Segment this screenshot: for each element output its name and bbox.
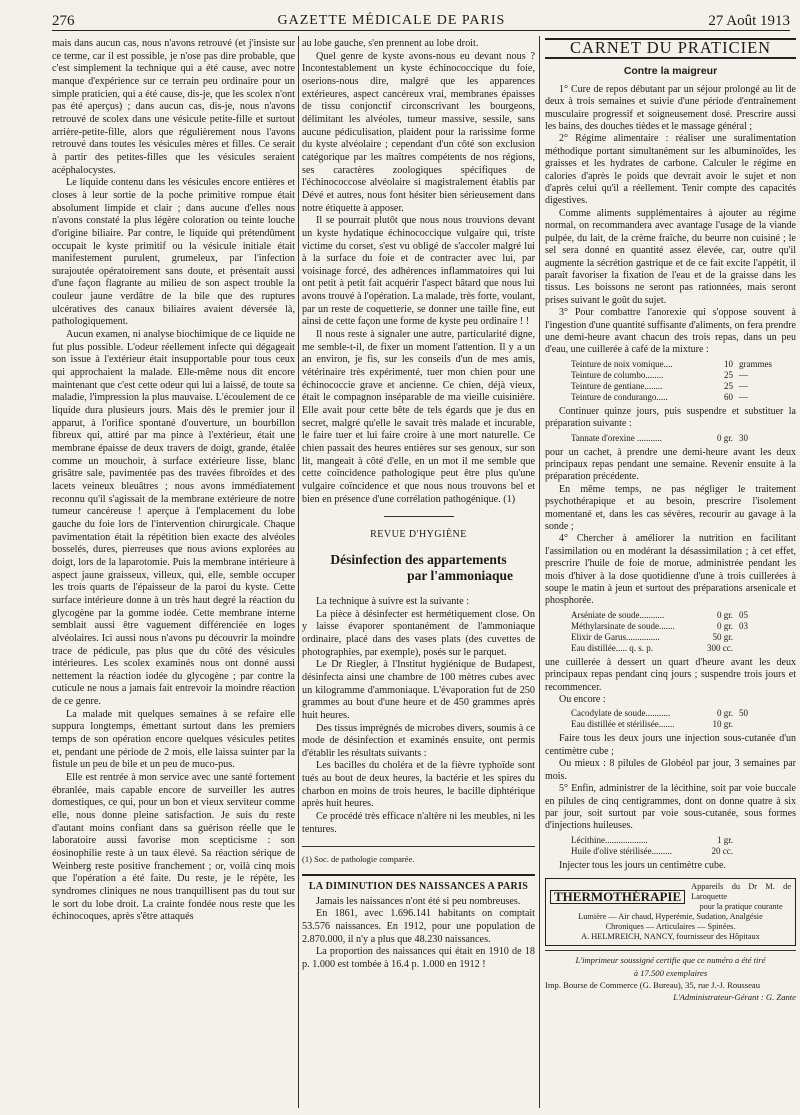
paragraph: La malade mit quelques semaines à se refaire elle suppura longtemps, émettant surtout dans les premiers temps de son opération encore quelques vésicules petites et, pendant une période de 2 mois, elle laissa suinter par la fistule un peu de bile et un peu de muco-pus. (52, 708, 295, 771)
prescription-row: Teinture de noix vomique.... 10 grammes (571, 358, 772, 369)
paragraph: 2° Régime alimentaire : réaliser une suralimentation méthodique portant simultanément sur les albuminoïdes, les graisses et les hydrates de carbone. Calculer le régime en calories d'après le poids que devrait avoir le sujet et non d'après celui qu'il a réellement. Tenir compte des capacités digestives. (545, 133, 796, 207)
paragraph: Des tissus imprégnés de microbes divers, soumis à ce mode de désinfection et examinés ensuite, ont permis d'établir les résultats suivants : (302, 722, 535, 759)
article-title-line-2: par l'ammoniaque (407, 567, 513, 583)
paragraph: Ou encore : (559, 694, 606, 706)
prescription-row: Huile d'olive stérilisée......... 20 cc. (571, 845, 733, 856)
prescription-table (571, 433, 796, 444)
printer-line: Imp. Bourse de Commerce (G. Bureau), 35, rue J.-J. Rousseau (545, 979, 761, 990)
paragraph: La proportion des naissances qui était en 1910 de 18 p. 1.000 est tombée à 16.4 p. 1.000 en 1912 ! (302, 946, 535, 970)
prescription-table (571, 708, 796, 730)
page-number: 276 (52, 13, 75, 29)
paragraph: Faire tous les deux jours une injection sous-cutanée d'un centimètre cube ; (545, 733, 796, 757)
column-rule-1 (298, 36, 299, 1108)
prescription-row: Cacodylate de soude........... 0 gr. 50 (571, 708, 748, 719)
prescription-row: Teinture de columbo........ 25 — (571, 369, 748, 380)
prescription-table (571, 610, 796, 654)
column-rule-2 (539, 36, 540, 1108)
paragraph: En 1861, avec 1.696.141 habitants on comptait 53.576 naissances. En 1912, pour une population de 2.870.000, il n'y a plus que 48.230 naissances. (302, 908, 535, 945)
prescription-table (571, 835, 796, 857)
paragraph: Aucun examen, ni analyse biochimique de ce liquide ne fut plus possible. L'odeur réellement infecte qui dégageait son issue à l'extérieur était insupportable pour tous ceux qui approchaient la malade. Elle-même nous dit encore maintenant que c'est cette odeur qui lui a laissé, de toute sa maladie, l'impression la plus mauvaise. L'écoulement de ce liquide dura plusieurs jours. Mais dès le premier jour il apparut, à l'orifice spontané d'ouverture, un bourbillon fibreux qui, attiré par ma pince à l'extérieur, était une membrane épaisse de deux travers de doigt, grande, étalée comme un mouchoir, à surface extérieure lisse, blanc grisâtre sale, pavimentée pas des travées fibroïdes et des lacets veineux bleuâtres ; nous avons immédiatement reconnu qu'il s'agissait de la membrane extérieure de notre tumeur cancéreuse ! aperçue à l'emplacement du lobe gauche du foie lors de l'intervention chirurgicale. Chaque pavimentation était la répétition bien exacte des alvéoles bosselés, dures, pierreuses que nous avions explorées au doigt, lors de la laparotomie. Puis la membrane intérieure à aspect jaune graisseux, villeux, qui, elle, semble occuper les trois quarts de l'épaisseur de la paroi du kyste. Cette surface intérieure donne à un très haut degré la réaction du glycogène par la gomme iodée. Cette membrane interne semblait aussi être vaguement différenciée en loges alvéolaires. Ici aussi nous n'avons pu découvrir la moindre trace de pédicule, pas plus que du côté des vésicules intérieures. Les scolex examinés nous ont donné aussi nettement la réaction iodée du glycogène ; par contre la cuticule ne nous a jamais fait entrevoir la moindre réaction de ce genre. (52, 329, 295, 708)
imprint-footer (545, 979, 796, 1004)
paragraph: 5° Enfin, administrer de la lécithine, soit par voie buccale en pilules de cinq centigrammes, dont on donne quatre à six par jour, soit surtout par voie sous-cutanée, sous formes d'injections huileuses. (545, 783, 796, 832)
column-2 (302, 38, 535, 972)
footnote: (1) Soc. de pathologie comparée. (302, 846, 535, 866)
paragraph: Ou mieux : 8 pilules de Globéol par jour, 3 semaines par mois. (545, 758, 796, 782)
section-separator (384, 516, 454, 517)
paragraph: une cuillerée à dessert un quart d'heure avant les deux principaux repas pendant cinq jours ; suspendre trois jours et recommencer. (545, 656, 796, 693)
paragraph: 1° Cure de repos débutant par un séjour prolongé au lit de deux à trois semaines et suivie d'une période d'entraînement musculaire progressif et soigneusement dosé. Prescrire aussi les bains, des douches tièdes et le massage général ; (545, 83, 796, 133)
prescription-row: Méthylarsinate de soude....... 0 gr. 03 (571, 620, 748, 631)
paragraph: La pièce à désinfecter est hermétiquement close. On y laisse évaporer spontanément de l'ammoniaque ordinaire, placé dans des vases plats (des cuvettes de photographies, par exemple), posés sur le parquet. (302, 608, 535, 658)
ad-supplier: A. HELMREICH, NANCY, fournisseur des Hôpitaux (581, 932, 760, 942)
paragraph: 3° Pour combattre l'anorexie qui s'oppose souvent à l'ingestion d'une quantité suffisante d'aliments, on fera prendre une demi-heure avant chacun des trois repas, dans un peu d'eau, une cuillerée à café de la mixture : (545, 307, 796, 356)
paragraph: Elle est rentrée à mon service avec une santé fortement ébranlée, mais capable encore de surveiller les autres domestiques, ce qui, pour un bon et vieux serviteur comme elle, nous donne pleine satisfaction. Je suis du reste d'autant moins confiant dans sa guérison réelle que le laboratoire aussi favorise mon scepticisme : son éosinophilie reste à un taux élevé. Sa réaction sérique de Weinberg reste positive franchement ; or, voilà cinq mois que l'opération a été faite. Du reste, je le répète, les syndromes cliniques ne nous tranquillisent pas du tout sur le sort du lobe droit. La crainte fondée nous reste que les échinocoques, après s'être attaqués (52, 772, 295, 923)
page-header (52, 6, 790, 31)
ad-brand: THERMOTHÉRAPIE (550, 890, 685, 904)
paragraph: 4° Chercher à améliorer la nutrition en facilitant l'assimilation ou en modérant la désassimilation ; à cet effet, prescrire l'huile de foie de morue, administrée pendant les mois d'hiver à la dose quotidienne d'une à trois cuillerées à soupe le matin à jeun et surtout des préparations arsenicale et phosphorée. (545, 533, 796, 607)
paragraph: Ce procédé très efficace n'altère ni les meubles, ni les tentures. (302, 811, 535, 835)
paragraph: Comme aliments supplémentaires à ajouter au régime normal, on recommandera avec avantage l'usage de la viande pulpée, du lait, de la crème fraîche, du beurre non cuisiné ; le sel sera donné en quantité assez élevée, car, outre qu'il augmente la sécrétion gastrique et de ce fait excite l'appétit, il paraît favoriser la fixation de l'eau et de la graisse dans les tissus. Les boissons ne seront pas rationnées, mais seront prises suivant le goût du sujet. (545, 207, 796, 306)
birth-decline-title: LA DIMINUTION DES NAISSANCES A PARIS (308, 881, 529, 893)
section-heading-hygiene: REVUE D'HYGIÈNE (370, 529, 467, 541)
ad-line: Chroniques — Articulaires — Spinées. (605, 922, 736, 932)
print-certificate-line: à 17.500 exemplaires (633, 967, 708, 978)
manager-line: L'Administrateur-Gérant : G. Zante (673, 992, 796, 1003)
prescription-table (571, 359, 796, 403)
prescription-row: Eau distillée..... q. s. p. 300 cc. (571, 642, 733, 653)
paragraph: Continuer quinze jours, puis suspendre et substituer la préparation suivante : (545, 405, 796, 430)
column-3-carnet (545, 38, 796, 1004)
ad-top-row (550, 882, 791, 912)
article-title-line-1: Désinfection des appartements (330, 551, 507, 567)
carnet-subtitle: Contre la maigreur (623, 65, 718, 78)
carnet-title: CARNET DU PRATICIEN (545, 38, 796, 59)
prescription-row: Eau distillée et stérilisée....... 10 gr. (571, 719, 733, 730)
journal-title: GAZETTE MÉDICALE DE PARIS (277, 13, 506, 28)
paragraph: Les bacilles du choléra et de la fièvre typhoïde sont tués au bout de deux heures, la bactérie et les spires du charbon en moins de trois heures, le bacille diphtérique après huit heures. (302, 760, 535, 810)
paragraph: Le Dr Riegler, à l'Institut hygiénique de Budapest, désinfecta ainsi une chambre de 100 mètres cubes avec un kilogramme d'ammoniaque. L'évaporation fut de 250 grammes au bout d'une heure et de 450 grammes après huit heures. (302, 659, 535, 721)
paragraph: Jamais les naissances n'ont été si peu nombreuses. (316, 895, 521, 907)
issue-date: 27 Août 1913 (708, 13, 790, 29)
thermotherapie-advertisement (545, 878, 796, 946)
prescription-row: Elixir de Garus............... 50 gr. (571, 631, 733, 642)
paragraph: La technique à suivre est la suivante : (316, 595, 470, 607)
paragraph: Il nous reste à signaler une autre, particularité digne, me semble-t-il, de fixer un moment l'attention. Il y a un an environ, je fis, sur les conseils d'un de mes amis, vétérinaire très expérimenté, tuer mon chien pour une échinococcie grave et ancienne. Ce chien, déjà vieux, était le compagnon inséparable de ma vieille cuisinière. Elle avait pour cette bête de tels égards que je dus en secret, malgré qu'elle le savait très malade et incurable, le faire tuer et lui faire croire à une mort naturelle. Ce chien passait des heures entières sur ses genoux, sur son lit, mangeait à côté d'elle, en un mot il me semble que cette coïncidence pathologique peut être plus qu'une vulgaire coïncidence et que nous nous trouvons bel et bien en présence d'une corrélation pathogénique. (1) (302, 329, 535, 505)
article-title (302, 552, 535, 584)
prescription-row: Teinture de gentiane........ 25 — (571, 380, 748, 391)
paragraph: pour un cachet, à prendre une demi-heure avant les deux principaux repas pendant une semaine. Revenir ensuite à la préparation précédente. (545, 446, 796, 483)
prescription-row: Lécithine................... 1 gr. (571, 834, 733, 845)
paragraph: mais dans aucun cas, nous n'avons retrouvé (et j'insiste sur ce terme, car il est possible, je n'ose pas dire probable, que c'est simplement la technique qui a été cause, avec notre manque d'expérience sur ce terrain peu ordinaire pour un simple praticien, qui a été cause, dis-je, que les scolex n'ont pas été aperçus) ; dans aucun cas, dis-je, nous n'avons retrouvé de scolex dans une vésicule petite-fille et surtout arrière-petite-fille, alors que régulièrement nous l'avons retrouvé dans toutes les vésicules mères et filles. Ce serait à partir des petites-filles que les vésicules seraient acéphalocystes. (52, 38, 295, 176)
paragraph: Le liquide contenu dans les vésicules encore entières et closes à leur sortie de la poche primitive rompue était absolument limpide et clair ; dans aucune d'elles nous n'avons constaté la plus légère coloration ou teinte louche d'origine biliaire. Par contre, le liquide qui prétendûment occupait le kyste primitif ou la vésicule initiale était manifestement purulent, grumeleux, par l'infection surajoutée opératoirement sans doute, et présentait aussi d'une façon flagrante au milieu de son aspect trouble la couleur jaune verdâtre de la bile que des ruptures ulcératives des canaux biliaires avaient déversée là, pathologiquement. (52, 177, 295, 328)
paragraph: Injecter tous les jours un centimètre cube. (559, 859, 726, 871)
birth-decline-article (302, 874, 535, 972)
paragraph: En même temps, ne pas négliger le traitement psychothérapique et au besoin, prescrire l'isolement momentané et, dans les cas sévères, recourir au gavage à la sonde ; (545, 483, 796, 532)
paragraph: Quel genre de kyste avons-nous eu devant nous ? Incontestablement un kyste échinococcique du foie, oserions-nous dire, malgré que les apparences extérieures, aspect cancéreux vrai, membranes épaisses de tissu conjonctif circonscrivant les bourgeons, délimitant les alvéoles, tumeur massive, sessile, sans aucune pédiculisation, plaident pour la rarissime forme du kyste alvéolaire ; cependant d'un côté son exclusion catégorique par les maîtres compétents de nos régions, ses caractères zoologiques spécifiques de l'échinococcose alvéolaire si magistralement établis par Dévé et autres, nous font hésiter bien sérieusement dans notre étiquette à apposer. (302, 50, 535, 214)
print-certificate (545, 950, 796, 979)
paragraph: Il se pourrait plutôt que nous nous trouvions devant un kyste hydatique échinococcique vulgaire qui, triste victime du corset, s'est vu obligé de s'accoler malgré lui à la surface du foie et de contracter avec lui, par voisinage forcé, des adhérences inflammatoires qui lui ont petit à petit fait acquérir l'aspect bâtard que nous lui avons trouvé à l'opération. La malade, très forte, voulant, par un reste de coquetterie, se donner une taille fine, eut ainsi de cette façon une forme de kyste peu ordinaire ! ! (302, 215, 535, 328)
prescription-row: Tannate d'orexine ........... 0 gr. 30 (571, 432, 748, 443)
ad-line: Lumière — Air chaud, Hyperémie, Sudation, Analgésie (578, 912, 763, 922)
ad-tagline: Appareils du Dr M. de Laroquette pour la pratique courante (691, 882, 791, 912)
prescription-row: Arséniate de soude........... 0 gr. 05 (571, 609, 748, 620)
prescription-row: Teinture de condurango..... 60 — (571, 391, 748, 402)
paragraph: au lobe gauche, s'en prennent au lobe droit. (302, 38, 479, 49)
column-1-article-continuation (52, 38, 295, 924)
print-certificate-line: L'imprimeur soussigné certifie que ce numéro a été tiré (575, 955, 766, 966)
